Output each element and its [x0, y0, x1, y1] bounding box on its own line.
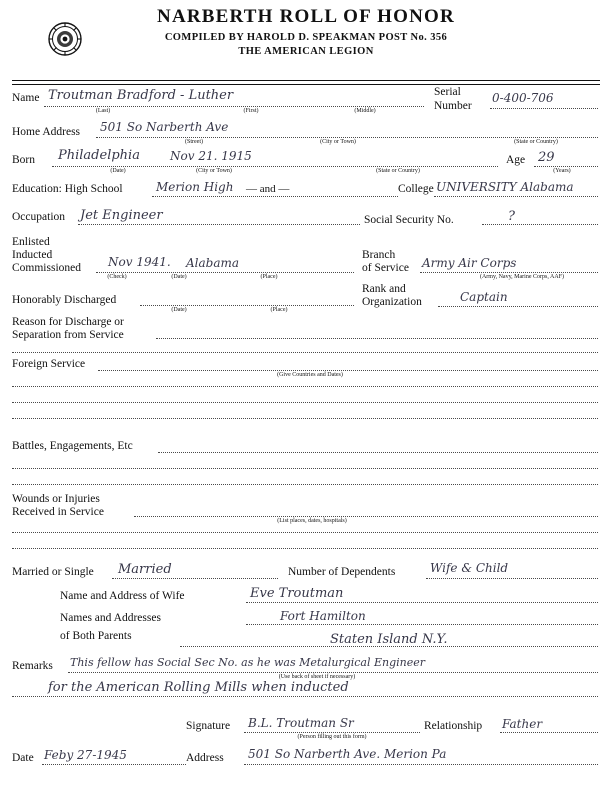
date-label: Date	[12, 752, 34, 764]
born-sub-city: (City or Town)	[196, 168, 232, 174]
age-sub: (Years)	[553, 168, 571, 174]
married-line	[112, 578, 278, 579]
hd-sub-date: (Date)	[171, 307, 187, 313]
address-line	[244, 764, 598, 765]
parents-label-1: Names and Addresses	[60, 612, 161, 624]
signature-label: Signature	[186, 720, 231, 732]
header-rule-top	[12, 80, 600, 81]
occupation-value: Jet Engineer	[80, 208, 163, 223]
age-value: 29	[538, 150, 555, 165]
education-line	[152, 196, 398, 197]
enlist-sub-check: (Check)	[107, 274, 127, 280]
branch-label-2: of Service	[362, 262, 409, 274]
enlist-line	[96, 272, 354, 273]
married-value: Married	[118, 562, 172, 577]
born-sub-state: (State or Country)	[376, 168, 420, 174]
date-line	[42, 764, 186, 765]
branch-value: Army Air Corps	[422, 256, 517, 270]
wounds-label-1: Wounds or Injuries	[12, 493, 100, 505]
foreign-service-line-1	[98, 370, 598, 371]
name-line	[44, 106, 424, 107]
rank-label-2: Organization	[362, 296, 422, 308]
occupation-label: Occupation	[12, 211, 66, 223]
home-address-line	[96, 137, 598, 138]
relationship-value: Father	[502, 717, 543, 731]
born-date-value: Nov 21. 1915	[170, 149, 252, 163]
rank-label-1: Rank and	[362, 283, 406, 295]
age-line	[534, 166, 598, 167]
inducted-label: Inducted	[12, 249, 53, 261]
name-sub-first: (First)	[243, 108, 259, 114]
address-label: Address	[186, 752, 224, 764]
page-title: NARBERTH ROLL OF HONOR	[157, 6, 455, 27]
wounds-sub: (List places, dates, hospitals)	[277, 518, 347, 524]
parents-value-2: Staten Island N.Y.	[330, 632, 448, 647]
name-label: Name	[12, 92, 40, 104]
enlist-sub-date: (Date)	[171, 274, 187, 280]
name-sub-middle: (Middle)	[354, 108, 376, 114]
occupation-line	[78, 224, 360, 225]
college-line	[434, 196, 598, 197]
reason-line-2	[12, 352, 598, 353]
remarks-line-2	[12, 696, 598, 697]
ssn-label: Social Security No.	[364, 214, 454, 226]
born-place-value: Philadelphia	[58, 148, 140, 163]
dependents-label: Number of Dependents	[288, 566, 396, 578]
battles-line-2	[12, 468, 598, 469]
remarks-label: Remarks	[12, 660, 53, 672]
relationship-label: Relationship	[424, 720, 483, 732]
serial-label-2: Number	[434, 100, 472, 112]
foreign-service-line-4	[12, 418, 598, 419]
branch-sub: (Army, Navy, Marine Corps, AAF)	[479, 274, 565, 280]
signature-value: B.L. Troutman Sr	[248, 716, 354, 730]
home-sub-city: (City or Town)	[320, 139, 356, 145]
serial-label-1: Serial	[434, 86, 461, 98]
signature-sub: (Person filling out this form)	[297, 734, 367, 740]
education-label: Education: High School	[12, 183, 123, 195]
date-value: Feby 27-1945	[44, 748, 127, 762]
foreign-service-label: Foreign Service	[12, 358, 86, 370]
parents-line-1	[246, 624, 598, 625]
remarks-value-1: This fellow has Social Sec No. as he was Metalurgical Engineer	[70, 656, 426, 669]
header-rule-bottom	[12, 84, 600, 85]
foreign-service-line-2	[12, 386, 598, 387]
home-sub-street: (Street)	[185, 139, 203, 145]
wife-label: Name and Address of Wife	[60, 590, 185, 602]
document-header	[0, 6, 612, 57]
remarks-value-2: for the American Rolling Mills when inducted	[48, 680, 349, 695]
reason-label-2: Separation from Service	[12, 329, 124, 341]
honorably-discharged-line	[140, 305, 354, 306]
parents-value-1: Fort Hamilton	[280, 609, 366, 623]
branch-line	[420, 272, 598, 273]
born-sub-date: (Date)	[110, 168, 126, 174]
college-value: UNIVERSITY Alabama	[436, 180, 574, 194]
reason-label-1: Reason for Discharge or	[12, 316, 124, 328]
commissioned-label: Commissioned	[12, 262, 82, 274]
enlist-place-value: Alabama	[186, 256, 240, 270]
home-address-label: Home Address	[12, 126, 81, 138]
education-hs-value: Merion High	[156, 180, 234, 194]
foreign-service-line-3	[12, 402, 598, 403]
dependents-value: Wife & Child	[430, 561, 509, 575]
serial-value: 0-400-706	[492, 91, 554, 105]
signature-line	[244, 732, 420, 733]
relationship-line	[500, 732, 598, 733]
battles-line-1	[158, 452, 598, 453]
wounds-line-2	[12, 532, 598, 533]
enlisted-label: Enlisted	[12, 236, 50, 248]
foreign-service-sub: (Give Countries and Dates)	[277, 372, 343, 378]
reason-line-1	[156, 338, 598, 339]
born-line	[52, 166, 498, 167]
age-label: Age	[506, 154, 526, 166]
home-address-value: 501 So Narberth Ave	[100, 120, 229, 134]
branch-label-1: Branch	[362, 249, 396, 261]
wife-value: Eve Troutman	[250, 586, 344, 601]
home-sub-state: (State or Country)	[514, 139, 558, 145]
wounds-line-1	[134, 516, 598, 517]
married-label: Married or Single	[12, 566, 94, 578]
rank-line	[438, 306, 598, 307]
dependents-line	[426, 578, 598, 579]
enlist-date-value: Nov 1941.	[108, 255, 171, 269]
battles-line-3	[12, 484, 598, 485]
remarks-line-1	[68, 672, 598, 673]
wounds-label-2: Received in Service	[12, 506, 104, 518]
born-label: Born	[12, 154, 35, 166]
rank-value: Captain	[460, 290, 508, 304]
college-label: College	[398, 183, 434, 195]
name-sub-last: (Last)	[95, 108, 111, 114]
wife-line	[246, 602, 598, 603]
ssn-value: ?	[508, 209, 515, 224]
ssn-line	[482, 224, 598, 225]
battles-label: Battles, Engagements, Etc	[12, 440, 133, 452]
name-value: Troutman Bradford - Luther	[48, 88, 234, 103]
page-subtitle: COMPILED BY HAROLD D. SPEAKMAN POST No. 356	[164, 32, 448, 43]
honorably-discharged-label: Honorably Discharged	[12, 294, 117, 306]
address-value: 501 So Narberth Ave. Merion Pa	[248, 747, 447, 761]
hd-sub-place: (Place)	[270, 307, 288, 313]
serial-line	[490, 108, 598, 109]
page-subtitle-legion: THE AMERICAN LEGION	[238, 46, 374, 57]
wounds-line-3	[12, 548, 598, 549]
parents-label-2: of Both Parents	[60, 630, 132, 642]
education-and-label: — and —	[246, 183, 290, 195]
enlist-sub-place: (Place)	[260, 274, 278, 280]
remarks-sub: (Use back of sheet if necessary)	[278, 674, 356, 680]
